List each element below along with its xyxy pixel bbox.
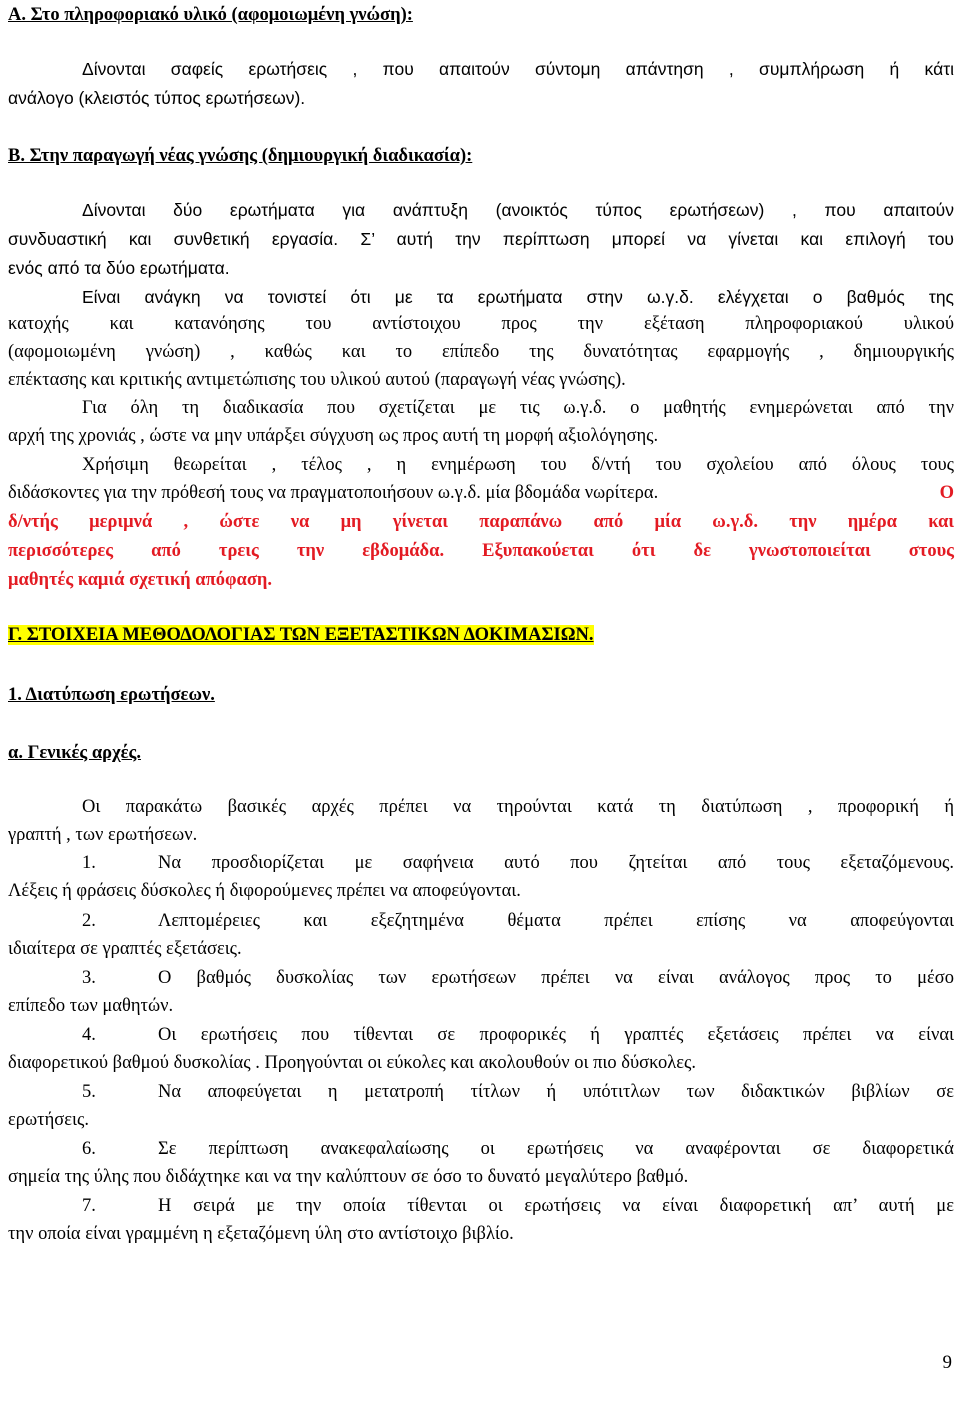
section-b-line-last — [8, 482, 954, 504]
section-b-line: επέκτασης και κριτικής αντιμετώπισης του υλικού αυτού (παραγωγή νέας γνώσης). — [8, 370, 626, 390]
list-item-continued: ερωτήσεις. — [8, 1110, 89, 1130]
list-item-text: Σε περίπτωση ανακεφαλαίωσης οι ερωτήσεις να αναφέρονται σε διαφορετικά — [158, 1139, 954, 1159]
list-item-text: Να προσδιορίζεται με σαφήνεια αυτό που ζητείται από τους εξεταζόμενους. — [158, 853, 954, 873]
section-c-heading: Γ. ΣΤΟΙΧΕΙΑ ΜΕΘΟΔΟΛΟΓΙΑΣ ΤΩΝ ΕΞΕΤΑΣΤΙΚΩΝ ΔΟΚΙΜΑΣΙΩΝ. — [8, 625, 594, 645]
list-item-text: Λεπτομέρειες και εξεζητημένα θέματα πρέπει επίσης να αποφεύγονται — [158, 911, 954, 931]
list-item-text: Ο βαθμός δυσκολίας των ερωτήσεων πρέπει να είναι ανάλογος προς το μέσο — [158, 968, 954, 988]
section-a-heading: Α. Στο πληροφοριακό υλικό (αφομοιωμένη γνώση): — [8, 5, 413, 25]
list-item-number: 3. — [82, 968, 96, 988]
section-b-line: κατοχής και κατανόησης του αντίστοιχου προς την εξέταση πληροφοριακού υλικού — [8, 314, 954, 334]
section-b-line-last-text: διδάσκοντες για την πρόθεσή τους να πραγματοποιήσουν ω.γ.δ. μία βδομάδα νωρίτερα. — [8, 483, 659, 503]
list-item-continued: διαφορετικού βαθμού δυσκολίας . Προηγούνται οι εύκολες και ακολουθούν οι πιο δύσκολες. — [8, 1053, 696, 1073]
list-item-text: Οι ερωτήσεις που τίθενται σε προφορικές ή γραπτές εξετάσεις πρέπει να είναι — [158, 1025, 954, 1045]
section-b-line: αρχή της χρονιάς , ώστε να μην υπάρξει σύγχυση ως προς αυτή τη μορφή αξιολόγησης. — [8, 426, 659, 446]
section-b-line: συνδυαστική και συνθετική εργασία. Σ’ αυτή την περίπτωση μπορεί να γίνεται και επιλογή του — [8, 229, 954, 249]
section-b-line: Χρήσιμη θεωρείται , τέλος , η ενημέρωση του δ/ντή του σχολείου από όλους τους — [82, 455, 954, 475]
red-notice-start: Ο — [939, 483, 954, 503]
section-b-line: (αφομοιωμένη γνώση) , καθώς και το επίπεδο της δυνατότητας εφαρμογής , δημιουργικής — [8, 342, 954, 362]
intro-line: Οι παρακάτω βασικές αρχές πρέπει να τηρούνται κατά τη διατύπωση , προφορική ή — [82, 797, 954, 817]
red-notice-line: δ/ντής μεριμνά , ώστε να μη γίνεται παραπάνω από μία ω.γ.δ. την ημέρα και — [8, 512, 954, 532]
section-a-line-1: Δίνονται σαφείς ερωτήσεις , που απαιτούν σύντομη απάντηση , συμπλήρωση ή κάτι — [82, 59, 954, 79]
list-item-continued: ιδιαίτερα σε γραπτές εξετάσεις. — [8, 939, 242, 959]
section-b-line: ενός από τα δύο ερωτήματα. — [8, 258, 230, 278]
list-item-continued: την οποία είναι γραμμένη η εξεταζόμενη ύλη στο αντίστοιχο βιβλίο. — [8, 1224, 514, 1244]
list-item-text: Να αποφεύγεται η μετατροπή τίτλων ή υπότιτλων των διδακτικών βιβλίων σε — [158, 1082, 954, 1102]
list-item-number: 1. — [82, 853, 96, 873]
section-b-line: Είναι ανάγκη να τονιστεί ότι με τα ερωτήματα στην ω.γ.δ. ελέγχεται ο βαθμός της — [82, 287, 954, 307]
red-notice-line: περισσότερες από τρεις την εβδομάδα. Εξυπακούεται ότι δε γνωστοποιείται στους — [8, 541, 954, 561]
section-a-line-2: ανάλογο (κλειστός τύπος ερωτήσεων). — [8, 88, 306, 108]
section-c-heading-wrap — [8, 624, 954, 646]
intro-line: γραπτή , των ερωτήσεων. — [8, 825, 198, 845]
page-number: 9 — [942, 1352, 952, 1373]
list-item-continued: επίπεδο των μαθητών. — [8, 996, 174, 1016]
red-notice-line: μαθητές καμιά σχετική απόφαση. — [8, 570, 273, 590]
section-b-line: Για όλη τη διαδικασία που σχετίζεται με τις ω.γ.δ. ο μαθητής ενημερώνεται από την — [82, 398, 954, 418]
subheading-general-principles: α. Γενικές αρχές. — [8, 743, 141, 763]
list-item-text: Η σειρά με την οποία τίθενται οι ερωτήσεις να είναι διαφορετική απ’ αυτή με — [158, 1196, 954, 1216]
subheading-question-formulation: 1. Διατύπωση ερωτήσεων. — [8, 685, 215, 705]
list-item-continued: σημεία της ύλης που διδάχτηκε και να την καλύπτουν σε όσο το δυνατό μεγαλύτερο βαθμό. — [8, 1167, 689, 1187]
section-b-line: Δίνονται δύο ερωτήματα για ανάπτυξη (ανοικτός τύπος ερωτήσεων) , που απαιτούν — [82, 200, 954, 220]
list-item-number: 6. — [82, 1139, 96, 1159]
list-item-continued: Λέξεις ή φράσεις δύσκολες ή διφορούμενες πρέπει να αποφεύγονται. — [8, 881, 521, 901]
section-b-heading: Β. Στην παραγωγή νέας γνώσης (δημιουργική διαδικασία): — [8, 146, 473, 166]
list-item-number: 4. — [82, 1025, 96, 1045]
list-item-number: 2. — [82, 911, 96, 931]
list-item-number: 7. — [82, 1196, 96, 1216]
list-item-number: 5. — [82, 1082, 96, 1102]
